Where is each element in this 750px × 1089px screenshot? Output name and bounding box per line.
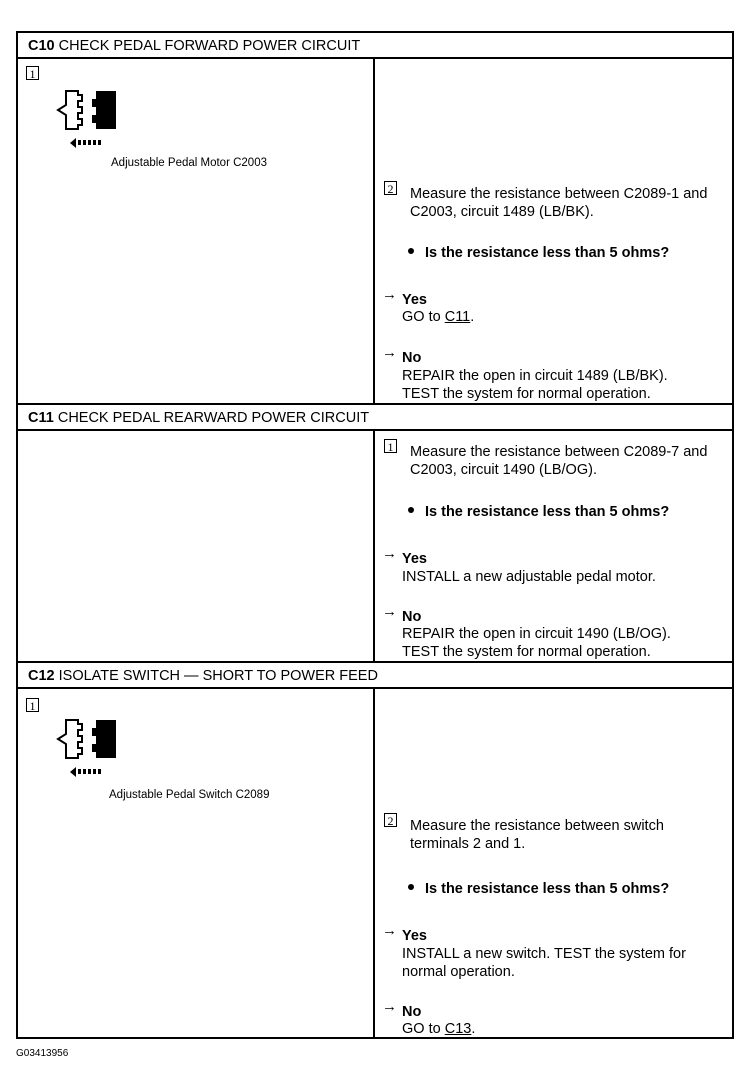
connector-disconnect-icon: [54, 714, 120, 778]
instruction-line: C2003, circuit 1489 (LB/BK).: [410, 204, 594, 220]
answer-yes-label: Yes: [402, 928, 427, 944]
step-number: 1: [384, 439, 397, 453]
instruction-line: Measure the resistance between switch: [410, 818, 664, 834]
answer-no-text: TEST the system for normal operation.: [402, 386, 651, 402]
answer-yes-text: [402, 308, 474, 326]
section-title: ISOLATE SWITCH — SHORT TO POWER FEED: [58, 668, 378, 684]
instruction-line: terminals 2 and 1.: [410, 836, 526, 852]
section-id: C10: [28, 38, 55, 54]
section-header-c11: [18, 405, 732, 431]
step-number: 2: [384, 813, 397, 827]
question: [408, 504, 669, 520]
instruction-line: Measure the resistance between C2089-7 and: [410, 444, 708, 460]
step-number: 1: [26, 66, 39, 80]
section-title: CHECK PEDAL REARWARD POWER CIRCUIT: [57, 410, 370, 426]
bullet-icon: [408, 248, 414, 254]
goto-link-c11[interactable]: C11: [444, 309, 471, 325]
instruction-line: Measure the resistance between C2089-1 and: [410, 186, 708, 202]
question-text: Is the resistance less than 5 ohms?: [425, 881, 670, 897]
answer-yes-text: INSTALL a new switch. TEST the system for: [402, 946, 686, 962]
answer-yes-text: INSTALL a new adjustable pedal motor.: [402, 569, 656, 585]
period: .: [470, 309, 475, 325]
column-divider: [373, 431, 375, 661]
arrow-right-icon: →: [382, 998, 397, 1015]
goto-link-c13[interactable]: C13: [444, 1021, 472, 1037]
answer-no-text: REPAIR the open in circuit 1489 (LB/BK).: [402, 368, 668, 384]
section-header-c12: [18, 663, 732, 689]
arrow-right-icon: →: [382, 545, 397, 562]
answer-yes-text: normal operation.: [402, 964, 515, 980]
period: .: [471, 1021, 476, 1037]
answer-no-text: TEST the system for normal operation.: [402, 644, 651, 660]
question: [408, 881, 669, 897]
question-text: Is the resistance less than 5 ohms?: [425, 245, 670, 261]
figure-caption: Adjustable Pedal Switch C2089: [109, 789, 270, 801]
bullet-icon: [408, 507, 414, 513]
section-header-c10: [18, 33, 732, 59]
answer-no-label: No: [402, 609, 422, 625]
arrow-right-icon: →: [382, 286, 397, 303]
test-procedure-table: [16, 31, 734, 1039]
column-divider: [373, 59, 375, 403]
answer-yes-label: Yes: [402, 292, 427, 308]
column-divider: [373, 689, 375, 1039]
answer-no-text: [402, 1020, 475, 1038]
figure-caption: Adjustable Pedal Motor C2003: [111, 157, 267, 169]
answer-no-label: No: [402, 1004, 422, 1020]
section-title: CHECK PEDAL FORWARD POWER CIRCUIT: [58, 38, 361, 54]
answer-no-text: REPAIR the open in circuit 1490 (LB/OG).: [402, 626, 671, 642]
answer-no-label: No: [402, 350, 422, 366]
arrow-right-icon: →: [382, 922, 397, 939]
arrow-right-icon: →: [382, 344, 397, 361]
figure-id: G03413956: [16, 1048, 69, 1059]
answer-text: GO to: [402, 309, 445, 325]
instruction-line: C2003, circuit 1490 (LB/OG).: [410, 462, 597, 478]
section-id: C11: [28, 410, 54, 426]
question-text: Is the resistance less than 5 ohms?: [425, 504, 670, 520]
step-number: 1: [26, 698, 39, 712]
answer-text: GO to: [402, 1021, 445, 1037]
answer-yes-label: Yes: [402, 551, 427, 567]
connector-disconnect-icon: [54, 85, 120, 149]
bullet-icon: [408, 884, 414, 890]
question: [408, 245, 669, 261]
arrow-right-icon: →: [382, 603, 397, 620]
step-number: 2: [384, 181, 397, 195]
section-id: C12: [28, 668, 55, 684]
